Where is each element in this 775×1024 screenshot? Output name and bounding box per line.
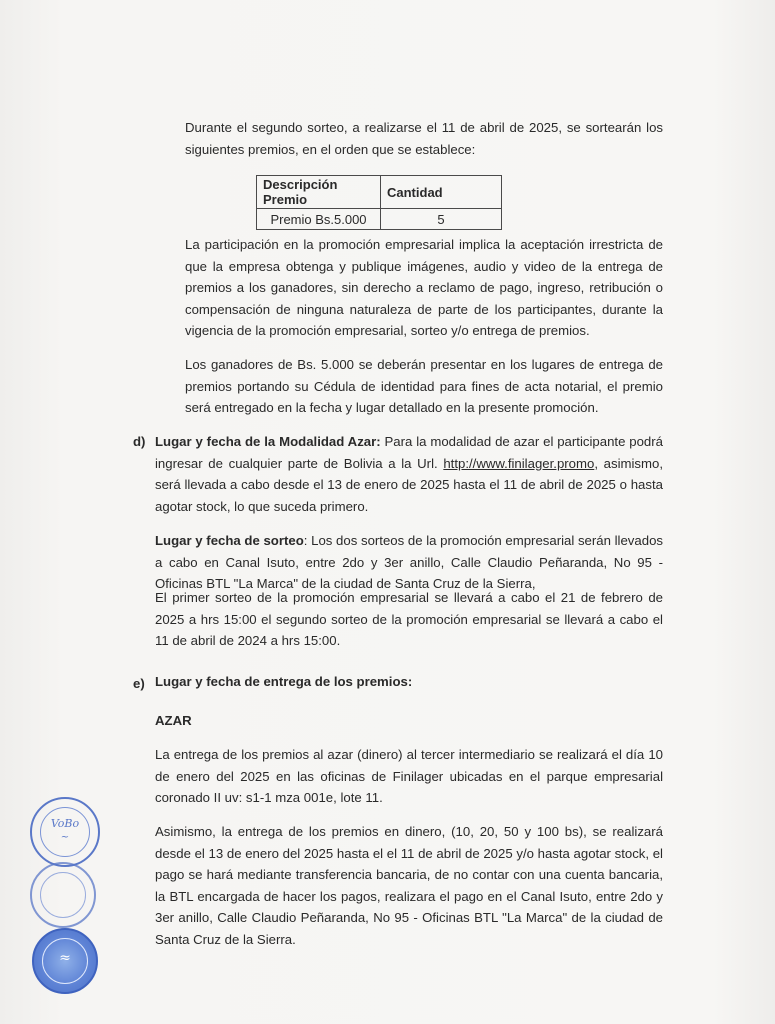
section-d-text-2: , asimismo, será llevada a cabo desde el 13 de enero de 2025 hasta el 11 de abril de 2025 o hasta agotar stock, lo que suceda primero. <box>155 455 663 514</box>
paragraph-second-draw: Durante el segundo sorteo, a realizarse el 11 de abril de 2025, se sortearán los siguientes premios, en el orden que se establece: <box>185 120 663 157</box>
table-header-description: Descripción Premio <box>257 176 381 209</box>
section-e-marker: e) <box>133 676 145 691</box>
sorteo-paragraph <box>155 530 663 595</box>
blue-round-seal-stamp: ≈ <box>32 928 98 994</box>
section-d-title: Lugar y fecha de la Modalidad Azar: <box>155 434 381 449</box>
section-e-title: Lugar y fecha de entrega de los premios: <box>155 674 413 689</box>
section-d-marker: d) <box>133 434 146 449</box>
paragraph-winners: Los ganadores de Bs. 5.000 se deberán presentar en los lugares de entrega de premios portando su Cédula de identidad para fines de acta notarial, el premio será entregado en la fecha y lugar detallado en la presente promoción. <box>185 357 663 415</box>
sorteo-title: Lugar y fecha de sorteo <box>155 533 304 548</box>
vobo-seal-stamp: VoBo ~ <box>30 797 100 867</box>
table-cell-prize: Premio Bs.5.000 <box>257 209 381 230</box>
section-d-text-1: Para la modalidad de azar el participante podrá ingresar de cualquier parte de Bolivia a la Url. <box>155 434 663 471</box>
second-seal-stamp <box>30 862 96 928</box>
paragraph-participation: La participación en la promoción empresarial implica la aceptación irrestricta de que la empresa obtenga y publique imágenes, audio y video de la entrega de premios a los ganadores, sin derecho a reclamo de pago, ingreso, retribución o compensación de ninguna naturaleza de parte de los participantes, durante la vigencia de la promoción empresarial, sorteo y/o entrega de premios. <box>185 237 663 338</box>
table-cell-quantity: 5 <box>381 209 502 230</box>
table-header-row <box>257 176 502 209</box>
section-e-subtitle: AZAR <box>155 713 192 728</box>
table-row <box>257 209 502 230</box>
section-e-paragraph-2: Asimismo, la entrega de los premios en dinero, (10, 20, 50 y 100 bs), se realizará desde el 13 de enero del 2025 hasta el el 11 de abril de 2025 y/o hasta agotar stock, el pago se hará mediante transferencia bancaria, de no contar con una cuenta bancaria, la BTL encargada de hacer los pagos, realizara el pago en el Canal Isuto, entre 2do y 3er anillo, Calle Claudio Peñaranda, No 95 - Oficinas BTL "La Marca" de la ciudad de Santa Cruz de la Sierra. <box>155 824 663 947</box>
sorteo-dates-paragraph: El primer sorteo de la promoción empresarial se llevará a cabo el 21 de febrero de 2025 a hrs 15:00 el segundo sorteo de la promoción empresarial se llevará a cabo el 11 de abril de 2024 a hrs 15:00. <box>155 590 663 648</box>
section-e-paragraph-1: La entrega de los premios al azar (dinero) al tercer intermediario se realizará el día 10 de enero del 2025 en las oficinas de Finilager ubicadas en el parque empresarial coronado II uv: s1-1 mza 001e, lote 11. <box>155 747 663 805</box>
sorteo-text: : Los dos sorteos de la promoción empresarial serán llevados a cabo en Canal Isuto, entre 2do y 3er anillo, Calle Claudio Peñaranda, No 95 - Oficinas BTL "La Marca" de la ciudad de Santa Cruz de la Sierra, <box>155 533 663 591</box>
prize-table <box>256 175 502 230</box>
table-header-quantity: Cantidad <box>381 176 502 209</box>
promo-url-link[interactable]: http://www.finilager.promo <box>443 455 595 471</box>
section-d-paragraph <box>155 431 663 517</box>
seal-text: VoBo <box>50 817 80 830</box>
